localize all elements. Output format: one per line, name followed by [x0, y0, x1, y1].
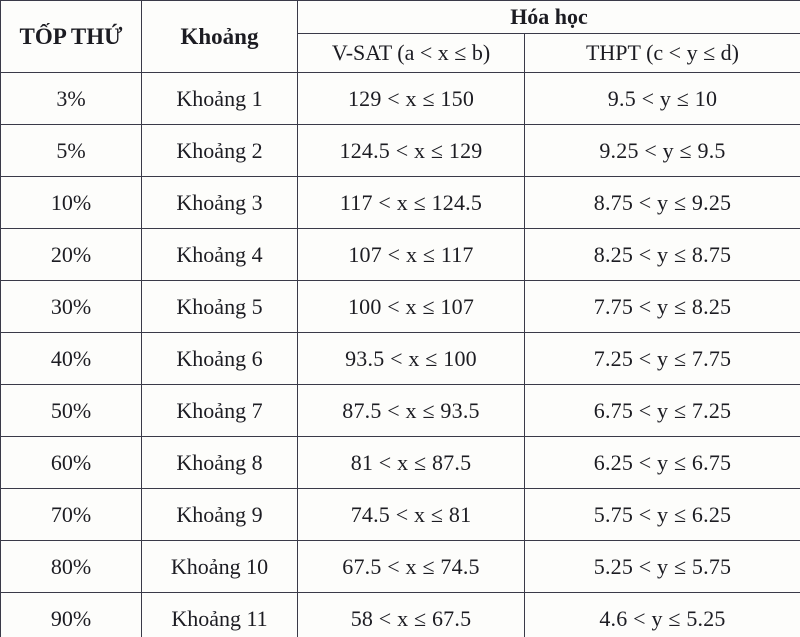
thpt-range-cell: 9.5 < y ≤ 10 — [525, 73, 800, 125]
top-rank-cell: 5% — [1, 125, 142, 177]
top-rank-header: TỐP THỨ — [1, 1, 142, 73]
top-rank-cell: 3% — [1, 73, 142, 125]
table-row — [1, 229, 800, 281]
table-row — [1, 593, 800, 637]
thpt-range-cell: 5.75 < y ≤ 6.25 — [525, 489, 800, 541]
table-header — [1, 1, 800, 73]
table-row — [1, 385, 800, 437]
band-cell: Khoảng 4 — [142, 229, 298, 281]
top-rank-cell: 60% — [1, 437, 142, 489]
top-rank-cell: 70% — [1, 489, 142, 541]
band-cell: Khoảng 2 — [142, 125, 298, 177]
band-cell: Khoảng 7 — [142, 385, 298, 437]
top-rank-cell: 20% — [1, 229, 142, 281]
thpt-range-cell: 8.75 < y ≤ 9.25 — [525, 177, 800, 229]
thpt-range-cell: 4.6 < y ≤ 5.25 — [525, 593, 800, 637]
vsat-range-header: V-SAT (a < x ≤ b) — [298, 34, 525, 73]
top-rank-cell: 10% — [1, 177, 142, 229]
thpt-range-cell: 7.25 < y ≤ 7.75 — [525, 333, 800, 385]
thpt-range-cell: 9.25 < y ≤ 9.5 — [525, 125, 800, 177]
table-row — [1, 73, 800, 125]
vsat-range-cell: 129 < x ≤ 150 — [298, 73, 525, 125]
vsat-range-cell: 93.5 < x ≤ 100 — [298, 333, 525, 385]
thpt-range-cell: 6.25 < y ≤ 6.75 — [525, 437, 800, 489]
top-rank-cell: 30% — [1, 281, 142, 333]
thpt-range-cell: 6.75 < y ≤ 7.25 — [525, 385, 800, 437]
table-row — [1, 541, 800, 593]
band-cell: Khoảng 11 — [142, 593, 298, 637]
top-rank-cell: 50% — [1, 385, 142, 437]
band-cell: Khoảng 1 — [142, 73, 298, 125]
vsat-range-cell: 58 < x ≤ 67.5 — [298, 593, 525, 637]
table-body — [1, 73, 800, 637]
band-cell: Khoảng 8 — [142, 437, 298, 489]
band-cell: Khoảng 6 — [142, 333, 298, 385]
vsat-range-cell: 81 < x ≤ 87.5 — [298, 437, 525, 489]
thpt-range-header: THPT (c < y ≤ d) — [525, 34, 800, 73]
vsat-range-cell: 67.5 < x ≤ 74.5 — [298, 541, 525, 593]
thpt-range-cell: 5.25 < y ≤ 5.75 — [525, 541, 800, 593]
top-rank-cell: 80% — [1, 541, 142, 593]
vsat-range-cell: 117 < x ≤ 124.5 — [298, 177, 525, 229]
table-row — [1, 333, 800, 385]
header-row-1 — [1, 1, 800, 34]
band-cell: Khoảng 10 — [142, 541, 298, 593]
table-row — [1, 489, 800, 541]
vsat-range-cell: 74.5 < x ≤ 81 — [298, 489, 525, 541]
subject-header: Hóa học — [298, 1, 800, 34]
vsat-range-cell: 100 < x ≤ 107 — [298, 281, 525, 333]
band-header: Khoảng — [142, 1, 298, 73]
table-row — [1, 177, 800, 229]
table-row — [1, 125, 800, 177]
vsat-range-cell: 107 < x ≤ 117 — [298, 229, 525, 281]
top-rank-cell: 40% — [1, 333, 142, 385]
vsat-range-cell: 87.5 < x ≤ 93.5 — [298, 385, 525, 437]
band-cell: Khoảng 3 — [142, 177, 298, 229]
vsat-range-cell: 124.5 < x ≤ 129 — [298, 125, 525, 177]
top-rank-cell: 90% — [1, 593, 142, 637]
table-row — [1, 281, 800, 333]
band-cell: Khoảng 9 — [142, 489, 298, 541]
thpt-range-cell: 7.75 < y ≤ 8.25 — [525, 281, 800, 333]
band-cell: Khoảng 5 — [142, 281, 298, 333]
table-row — [1, 437, 800, 489]
thpt-range-cell: 8.25 < y ≤ 8.75 — [525, 229, 800, 281]
